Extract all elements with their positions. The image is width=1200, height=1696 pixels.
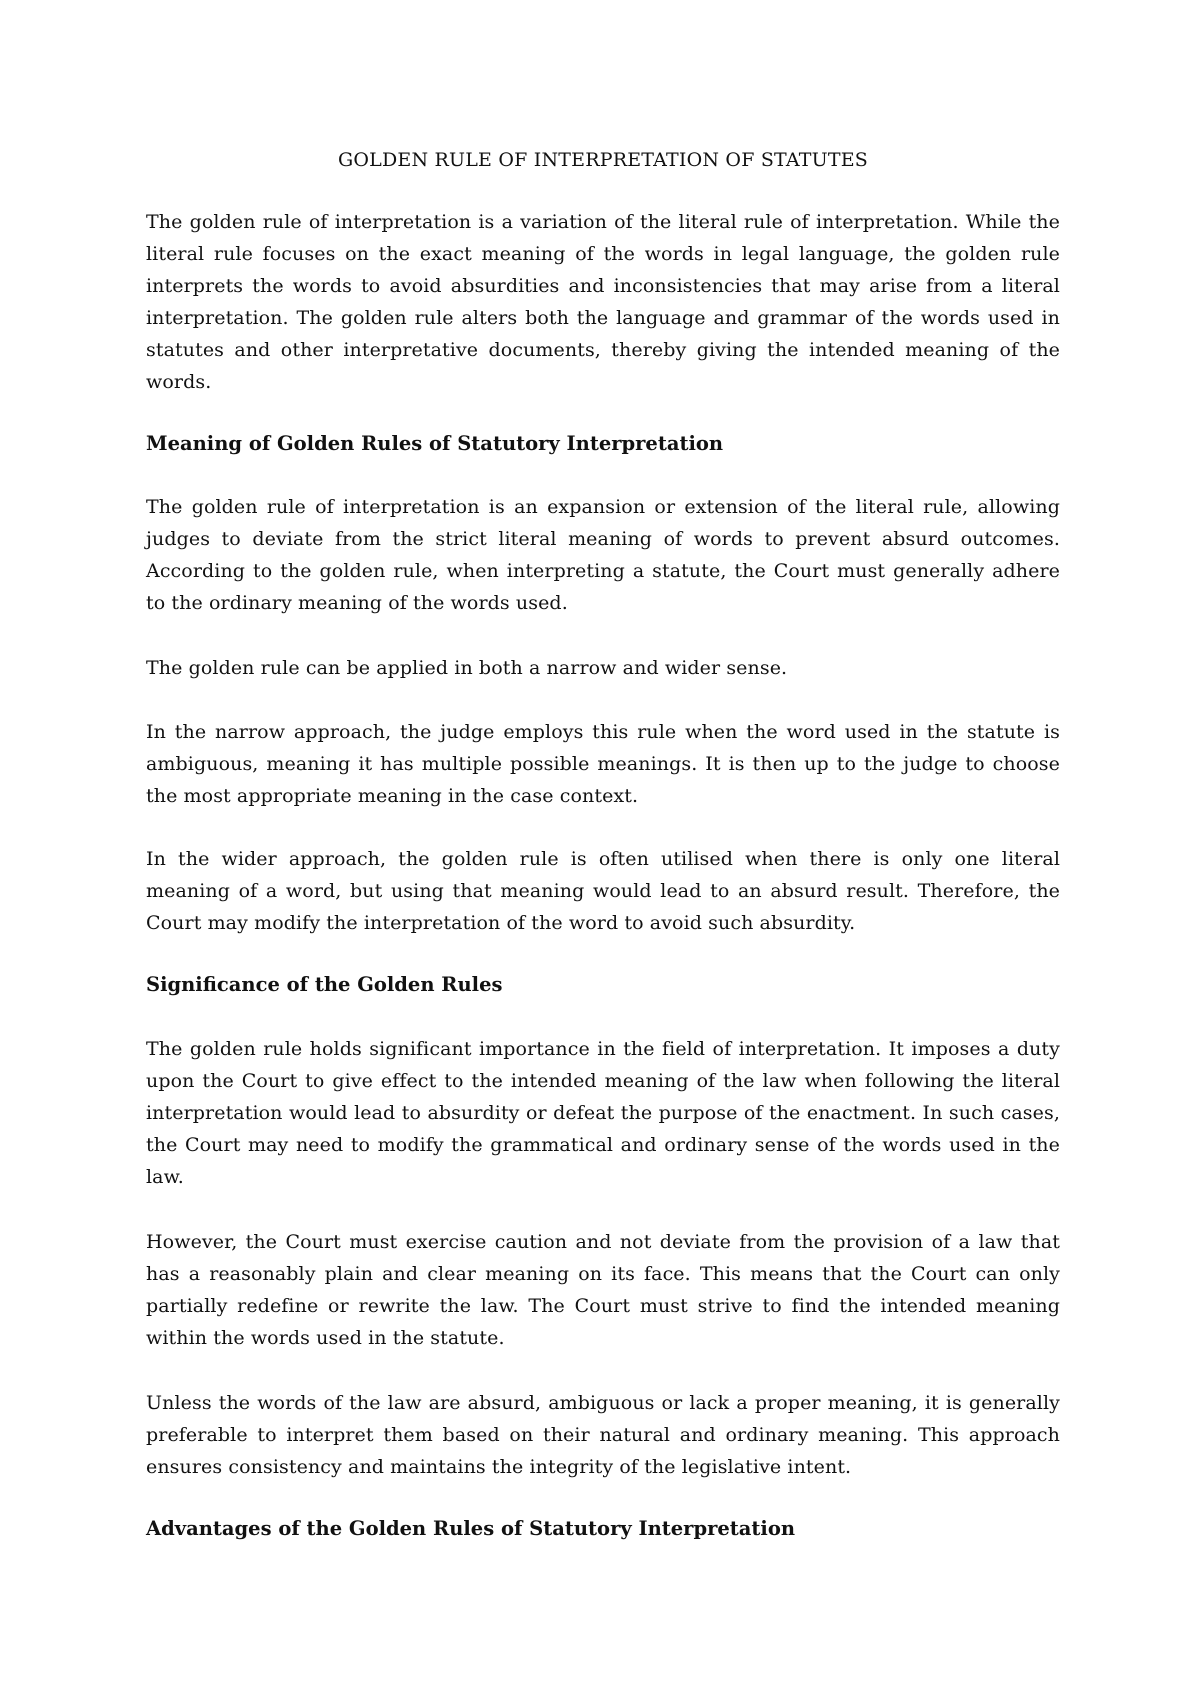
document-page bbox=[146, 0, 1060, 1696]
meaning-paragraph-3: In the narrow approach, the judge employs this rule when the word used in the statute is ambiguous, meaning it has multiple possible meanings. It is then up to the judge to choose the most appropriate meaning in the case context. bbox=[146, 721, 1060, 807]
significance-paragraph-2: However, the Court must exercise caution and not deviate from the provision of a law that has a reasonably plain and clear meaning on its face. This means that the Court can only partially redefine or rewrite the law. The Court must strive to find the intended meaning within the words used in the statute. bbox=[146, 1231, 1060, 1349]
section-heading-meaning: Meaning of Golden Rules of Statutory Interpretation bbox=[146, 432, 724, 455]
meaning-paragraph-4: In the wider approach, the golden rule is often utilised when there is only one literal meaning of a word, but using that meaning would lead to an absurd result. Therefore, the Court may modify the interpretation of the word to avoid such absurdity. bbox=[146, 848, 1060, 934]
intro-paragraph: The golden rule of interpretation is a variation of the literal rule of interpretation. While the literal rule focuses on the exact meaning of the words in legal language, the golden rule interprets the words to avoid absurdities and inconsistencies that may arise from a literal interpretation. The golden rule alters both the language and grammar of the words used in statutes and other interpretative documents, thereby giving the intended meaning of the words. bbox=[146, 211, 1060, 393]
section-heading-significance: Significance of the Golden Rules bbox=[146, 973, 503, 996]
significance-paragraph-3: Unless the words of the law are absurd, ambiguous or lack a proper meaning, it is generally preferable to interpret them based on their natural and ordinary meaning. This approach ensures consistency and maintains the integrity of the legislative intent. bbox=[146, 1392, 1060, 1478]
meaning-paragraph-1: The golden rule of interpretation is an expansion or extension of the literal rule, allowing judges to deviate from the strict literal meaning of words to prevent absurd outcomes. According to the golden rule, when interpreting a statute, the Court must generally adhere to the ordinary meaning of the words used. bbox=[146, 496, 1060, 614]
section-heading-advantages: Advantages of the Golden Rules of Statutory Interpretation bbox=[146, 1517, 796, 1540]
document-title: GOLDEN RULE OF INTERPRETATION OF STATUTES bbox=[337, 149, 869, 171]
significance-paragraph-1: The golden rule holds significant importance in the field of interpretation. It imposes a duty upon the Court to give effect to the intended meaning of the law when following the literal interpretation would lead to absurdity or defeat the purpose of the enactment. In such cases, the Court may need to modify the grammatical and ordinary sense of the words used in the law. bbox=[146, 1038, 1060, 1188]
meaning-paragraph-2: The golden rule can be applied in both a narrow and wider sense. bbox=[146, 657, 788, 679]
